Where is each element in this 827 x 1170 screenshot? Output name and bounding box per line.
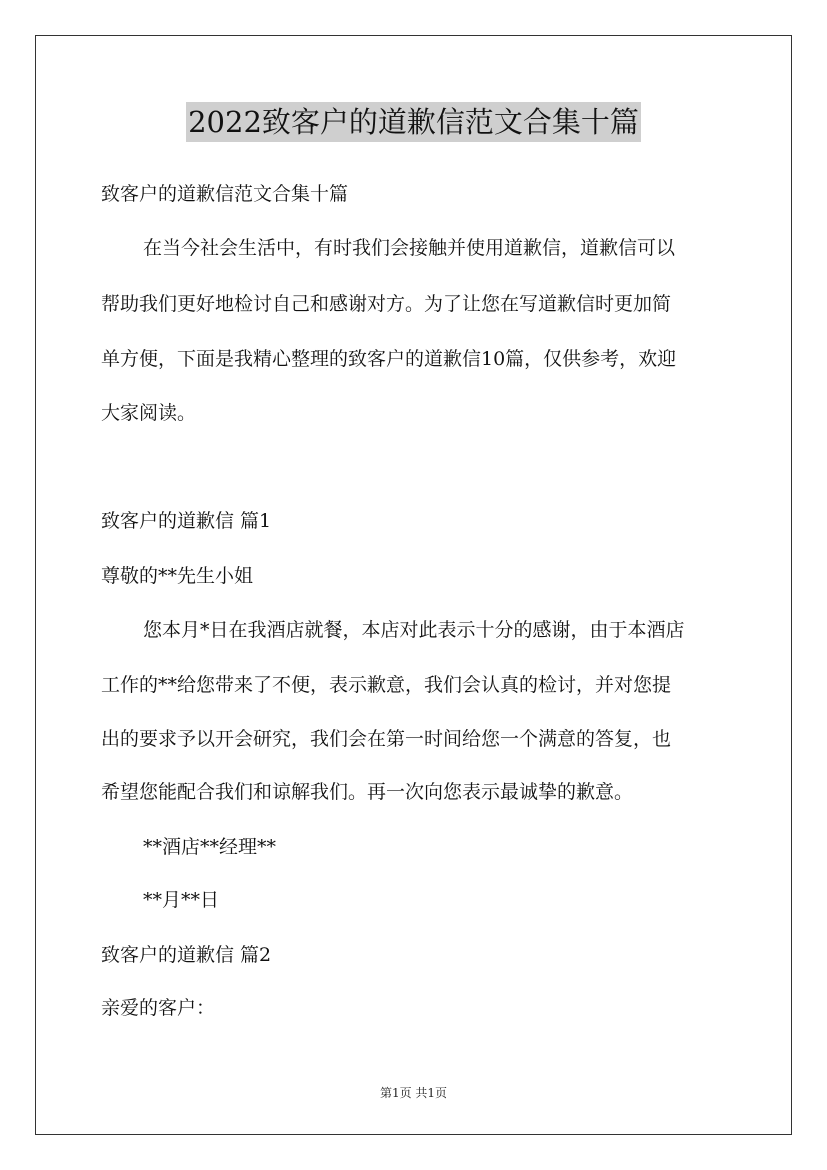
title-container <box>0 102 827 142</box>
intro-line: 单方便，下面是我精心整理的致客户的道歉信10篇，仅供参考，欢迎 <box>101 348 677 370</box>
signature-date: **月**日 <box>143 889 220 911</box>
body-line: 您本月*日在我酒店就餐，本店对此表示十分的感谢，由于本酒店 <box>143 619 685 641</box>
body-line: 希望您能配合我们和谅解我们。再一次向您表示最诚挚的歉意。 <box>101 781 634 803</box>
intro-line: 在当今社会生活中，有时我们会接触并使用道歉信，道歉信可以 <box>143 237 676 259</box>
document-subtitle: 致客户的道歉信范文合集十篇 <box>101 183 349 205</box>
salutation-1: 尊敬的**先生小姐 <box>101 565 254 587</box>
section-heading-1: 致客户的道歉信 篇1 <box>101 510 272 532</box>
intro-line: 大家阅读。 <box>101 402 197 424</box>
body-line: 出的要求予以开会研究，我们会在第一时间给您一个满意的答复，也 <box>101 728 672 750</box>
body-line: 工作的**给您带来了不便，表示歉意，我们会认真的检讨，并对您提 <box>101 674 672 696</box>
signature: **酒店**经理** <box>143 836 277 858</box>
intro-line: 帮助我们更好地检讨自己和感谢对方。为了让您在写道歉信时更加简 <box>101 293 672 315</box>
page-footer: 第1页 共1页 <box>379 1086 448 1100</box>
section-heading-2: 致客户的道歉信 篇2 <box>101 944 272 966</box>
document-title: 2022致客户的道歉信范文合集十篇 <box>186 102 641 142</box>
salutation-2: 亲爱的客户： <box>101 997 216 1019</box>
